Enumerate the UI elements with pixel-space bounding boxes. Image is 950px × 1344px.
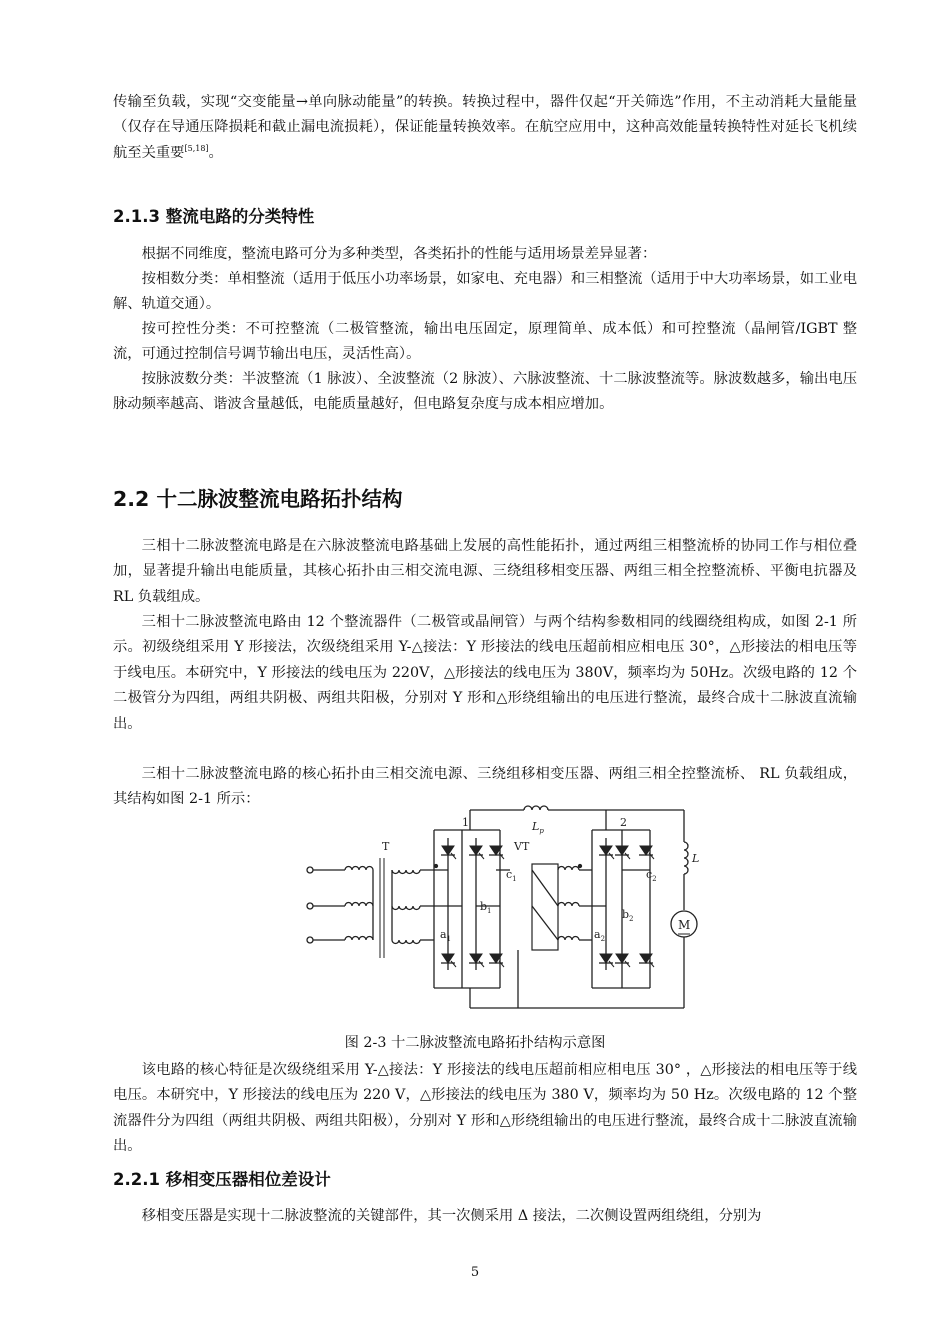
output-inductor-label: L <box>692 852 700 865</box>
paragraph: 按可控性分类：不可控整流（二极管整流，输出电压固定，原理简单、成本低）和可控整流（晶闸管/IGBT 整流，可通过控制信号调节输出电压，灵活性高）。 <box>113 321 857 363</box>
figure-caption: 图 2-3 十二脉波整流电路拓扑结构示意图 <box>344 1035 606 1051</box>
paragraph: 按脉波数分类：半波整流（1 脉波）、全波整流（2 脉波）、六脉波整流、十二脉波整流等。脉波数越多，输出电压脉动频率越高、谐波含量越低，电能质量越好，但电路复杂度与成本相应增加。 <box>113 371 857 413</box>
dc-output <box>470 810 700 1008</box>
secondary-delta-winding <box>518 864 606 1008</box>
node-b2-label: $b_2$ <box>622 908 634 923</box>
secondary-y-winding <box>392 865 462 944</box>
reactor-label: $L_p$ <box>532 820 544 835</box>
node-b1-label: $b_1$ <box>480 900 492 915</box>
source-terminals <box>307 867 345 943</box>
citation: [5,18] <box>184 144 209 154</box>
page-number: 5 <box>470 1265 480 1280</box>
paragraph: 移相变压器是实现十二脉波整流的关键部件，其一次侧采用 Δ 接法，二次侧设置两组绕组，分别为 <box>141 1208 762 1224</box>
node-2-label: 2 <box>620 816 627 829</box>
node-1-label: 1 <box>462 816 469 829</box>
node-c1-label: $c_1$ <box>506 868 517 883</box>
node-a2-label: $a_2$ <box>594 928 606 943</box>
node-a1-label: $a_1$ <box>440 928 452 943</box>
paragraph-continuation: 传输至负载，实现“交变能量→单向脉动能量”的转换。转换过程中，器件仅起“开关筛选”作用，不主动消耗大量能量（仅存在导通压降损耗和截止漏电流损耗），保证能量转换效率。在航空应用中，这种高效能量转换特性对延长飞机续航至关重要[5,18]。 <box>113 94 857 161</box>
section-heading-2-2: 2.2 十二脉波整流电路拓扑结构 <box>113 487 403 511</box>
transformer-label: T <box>382 840 390 853</box>
section-heading-2-1-3: 2.1.3 整流电路的分类特性 <box>113 207 315 226</box>
primary-winding <box>345 858 384 958</box>
node-c2-label: $c_2$ <box>646 868 657 883</box>
paragraph: 三相十二脉波整流电路由 12 个整流器件（二极管或晶闸管）与两个结构参数相同的线圈绕组构成，如图 2-1 所示。初级绕组采用 Y 形接法，次级绕组采用 Y-△接法：Y 形接法的线电压超前相应相电压 30°，△形接法的相电压等于线电压。本研究中，Y 形接法的线电压为 220V，△形接法的线电压为 380V，频率均为 50Hz。次级电路的 12 个二极管分为四组，两组共阴极、两组共阳极，分别对 Y 形和△形绕组输出的电压进行整流，最终合成十二脉波直流输出。 <box>113 614 857 732</box>
left-rectifier-bridge <box>434 830 510 988</box>
paragraph: 三相十二脉波整流电路是在六脉波整流电路基础上发展的高性能拓扑，通过两组三相整流桥的协同工作与相位叠加，显著提升输出电能质量，其核心拓扑由三相交流电源、三绕组移相变压器、两组三相全控整流桥、平衡电抗器及 RL 负载组成。 <box>113 538 857 605</box>
paragraph: 根据不同维度，整流电路可分为多种类型，各类拓扑的性能与适用场景差异显著： <box>141 246 657 262</box>
thyristor-group-label: VT <box>514 840 530 853</box>
paragraph: 该电路的核心特征是次级绕组采用 Y-△接法：Y 形接法的线电压超前相应相电压 30° ，△形接法的相电压等于线电压。本研究中，Y 形接法的线电压为 220 V，△形接法的线电压为 380 V，频率均为 50 Hz。次级电路的 12 个整流器件分为四组（两组共阴极、两组共阳极），分别对 Y 形和△形绕组输出的电压进行整流，最终合成十二脉波直流输出。 <box>113 1062 857 1155</box>
motor-icon: M <box>678 918 691 932</box>
twelve-pulse-rectifier-diagram <box>300 798 708 1028</box>
section-heading-2-2-1: 2.2.1 移相变压器相位差设计 <box>113 1170 331 1189</box>
paragraph: 三相十二脉波整流电路的核心拓扑由三相交流电源、三绕组移相变压器、两组三相全控整流桥、 RL 负载组成，其结构如图 2-1 所示： <box>113 766 857 808</box>
paragraph: 按相数分类：单相整流（适用于低压小功率场景，如家电、充电器）和三相整流（适用于中大功率场景，如工业电解、轨道交通）。 <box>113 271 857 313</box>
